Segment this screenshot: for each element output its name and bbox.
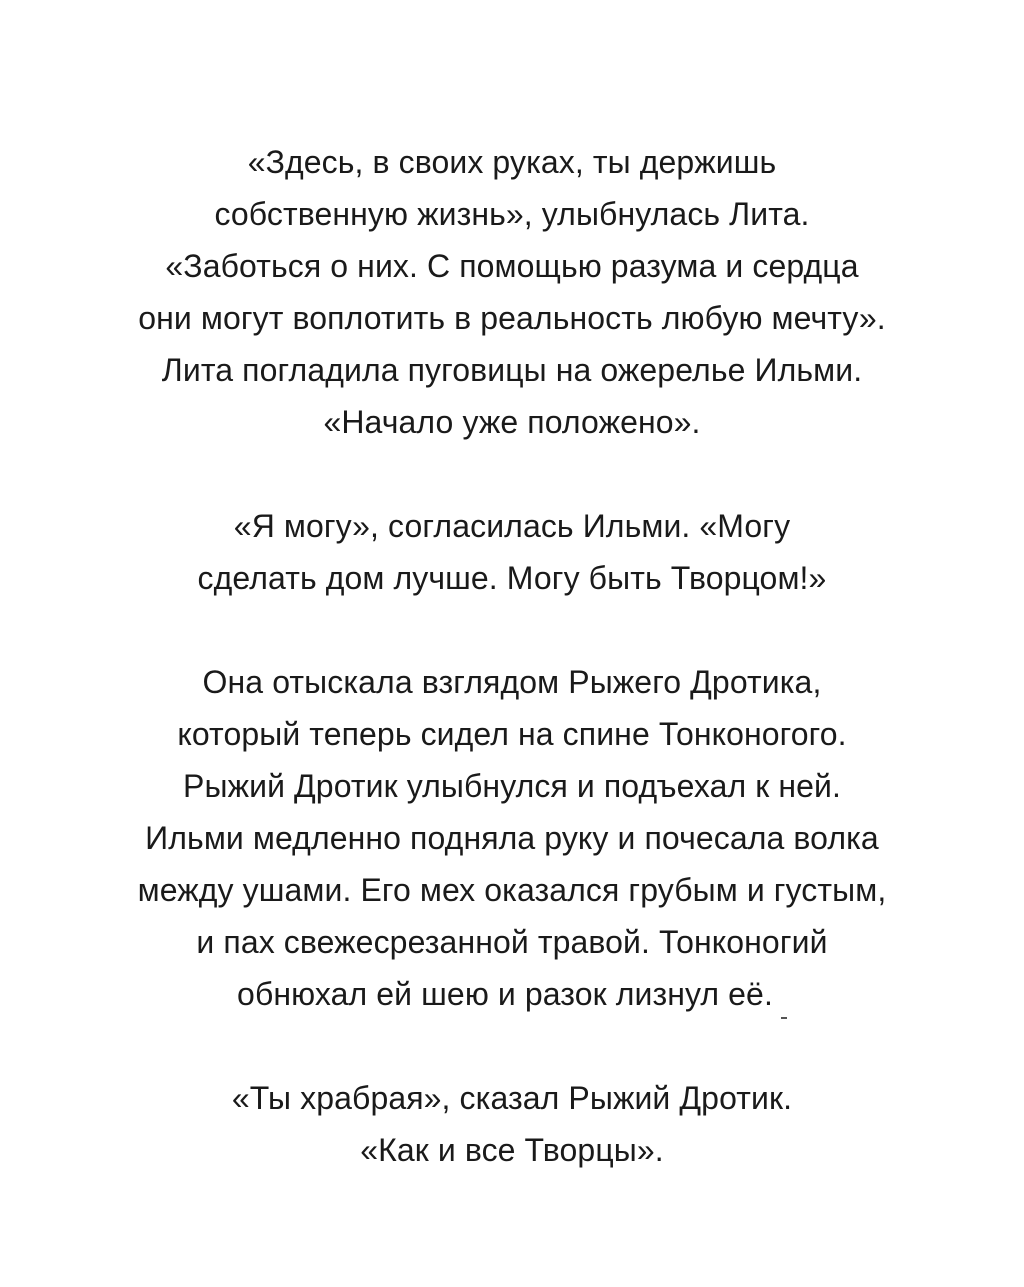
text-line: «Здесь, в своих руках, ты держишь	[247, 144, 777, 180]
paragraph-red-dart-speech	[40, 1072, 984, 1176]
text-line: Ильми медленно подняла руку и почесала волка	[145, 820, 879, 856]
text-line: который теперь сидел на спине Тонконогого.	[177, 716, 847, 752]
stray-mark	[781, 1017, 787, 1019]
paragraph-lita-speech	[40, 136, 984, 448]
text-line: «Я могу», согласилась Ильми. «Могу	[233, 508, 791, 544]
text-line-with-mark	[40, 968, 984, 1020]
text-line: «Начало уже положено».	[323, 404, 701, 440]
story-text	[40, 136, 984, 1176]
text-line: «Как и все Творцы».	[360, 1132, 664, 1168]
text-line: сделать дом лучше. Могу быть Творцом!»	[197, 560, 827, 596]
paragraph-wolf-scene	[40, 656, 984, 1020]
text-line: они могут воплотить в реальность любую мечту».	[138, 300, 886, 336]
text-line: Она отыскала взглядом Рыжего Дротика,	[202, 664, 822, 700]
text-line: Лита погладила пуговицы на ожерелье Ильми.	[161, 352, 863, 388]
text-line: Рыжий Дротик улыбнулся и подъехал к ней.	[183, 768, 841, 804]
text-line: «Заботься о них. С помощью разума и сердца	[165, 248, 859, 284]
paragraph-ilmi-reply	[40, 500, 984, 604]
text-line: собственную жизнь», улыбнулась Лита.	[214, 196, 810, 232]
text-line: и пах свежесрезанной травой. Тонконогий	[196, 924, 828, 960]
text-line: «Ты храбрая», сказал Рыжий Дротик.	[231, 1080, 793, 1116]
text-line: между ушами. Его мех оказался грубым и густым,	[137, 872, 887, 908]
text-line-content: обнюхал ей шею и разок лизнул её.	[237, 976, 773, 1012]
